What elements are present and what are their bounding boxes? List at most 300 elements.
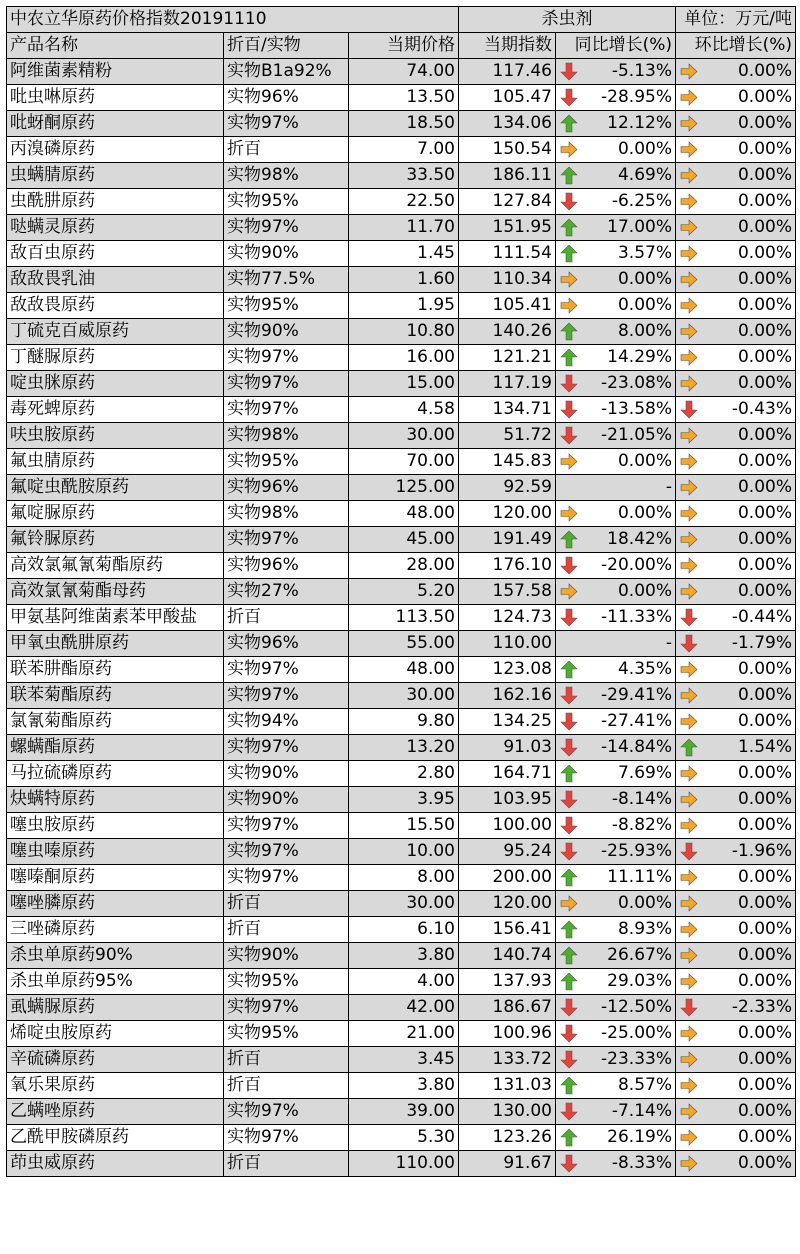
current-price: 42.00 (349, 995, 459, 1021)
mom-change (676, 527, 796, 553)
current-index: 120.00 (459, 891, 556, 917)
current-index: 111.54 (459, 241, 556, 267)
arrow-up-icon (560, 946, 578, 965)
arrow-up-icon (560, 660, 578, 679)
mom-change (676, 345, 796, 371)
basis: 折百 (224, 917, 349, 943)
table-row (7, 553, 796, 579)
mom-change (676, 917, 796, 943)
yoy-change (556, 787, 676, 813)
arrow-up-icon (560, 868, 578, 887)
current-price: 13.20 (349, 735, 459, 761)
basis: 实物90% (224, 319, 349, 345)
col-header-basis: 折百/实物 (224, 33, 349, 59)
yoy-change-value: 4.69% (617, 165, 672, 185)
mom-change-value: 0.00% (737, 451, 792, 471)
mom-change-value: 0.00% (737, 87, 792, 107)
table-row (7, 1151, 796, 1177)
product-name: 联苯菊酯原药 (7, 683, 224, 709)
arrow-right-icon (680, 1128, 698, 1147)
yoy-change-value: -14.84% (601, 737, 672, 757)
current-price: 3.80 (349, 1073, 459, 1099)
table-row (7, 345, 796, 371)
product-name: 丙溴磷原药 (7, 137, 224, 163)
table-row (7, 1125, 796, 1151)
mom-change (676, 839, 796, 865)
arrow-right-icon (680, 452, 698, 471)
current-price: 48.00 (349, 657, 459, 683)
current-price: 15.00 (349, 371, 459, 397)
current-price: 22.50 (349, 189, 459, 215)
col-header-mom: 环比增长(%) (676, 33, 796, 59)
yoy-change (556, 345, 676, 371)
yoy-change (556, 241, 676, 267)
arrow-up-icon (560, 920, 578, 939)
table-row (7, 163, 796, 189)
product-name: 杀虫单原药90% (7, 943, 224, 969)
table-row (7, 319, 796, 345)
yoy-change (556, 995, 676, 1021)
arrow-up-icon (680, 738, 698, 757)
mom-change-value: 0.00% (737, 1101, 792, 1121)
yoy-change-value: 26.67% (607, 945, 672, 965)
mom-change (676, 761, 796, 787)
current-price: 6.10 (349, 917, 459, 943)
current-index: 157.58 (459, 579, 556, 605)
arrow-right-icon (680, 296, 698, 315)
yoy-change (556, 501, 676, 527)
basis: 实物90% (224, 761, 349, 787)
mom-change (676, 657, 796, 683)
yoy-change-value: 0.00% (617, 451, 672, 471)
current-index: 124.73 (459, 605, 556, 631)
table-row (7, 59, 796, 85)
arrow-down-icon (560, 1154, 578, 1173)
current-index: 110.00 (459, 631, 556, 657)
basis: 折百 (224, 1151, 349, 1177)
arrow-down-icon (560, 192, 578, 211)
arrow-right-icon (680, 972, 698, 991)
yoy-change (556, 423, 676, 449)
product-name: 敌百虫原药 (7, 241, 224, 267)
current-price: 11.70 (349, 215, 459, 241)
current-price: 9.80 (349, 709, 459, 735)
current-index: 140.26 (459, 319, 556, 345)
mom-change-value: 0.00% (737, 555, 792, 575)
mom-change (676, 787, 796, 813)
product-name: 氟铃脲原药 (7, 527, 224, 553)
basis: 实物95% (224, 449, 349, 475)
product-name: 螺螨酯原药 (7, 735, 224, 761)
arrow-right-icon (680, 62, 698, 81)
current-price: 15.50 (349, 813, 459, 839)
current-index: 123.08 (459, 657, 556, 683)
mom-change (676, 475, 796, 501)
arrow-down-icon (560, 816, 578, 835)
arrow-right-icon (680, 764, 698, 783)
current-price: 110.00 (349, 1151, 459, 1177)
arrow-up-icon (560, 322, 578, 341)
yoy-change-value: 26.19% (607, 1127, 672, 1147)
current-index: 105.41 (459, 293, 556, 319)
product-name: 阿维菌素精粉 (7, 59, 224, 85)
mom-change (676, 449, 796, 475)
col-header-index: 当期指数 (459, 33, 556, 59)
arrow-right-icon (680, 244, 698, 263)
current-index: 117.46 (459, 59, 556, 85)
product-name: 烯啶虫胺原药 (7, 1021, 224, 1047)
product-name: 辛硫磷原药 (7, 1047, 224, 1073)
current-price: 1.95 (349, 293, 459, 319)
yoy-change (556, 761, 676, 787)
yoy-change-value: 0.00% (617, 139, 672, 159)
current-index: 156.41 (459, 917, 556, 943)
basis: 折百 (224, 1047, 349, 1073)
yoy-change-value: 0.00% (617, 581, 672, 601)
mom-change (676, 267, 796, 293)
mom-change (676, 969, 796, 995)
arrow-right-icon (560, 140, 578, 159)
yoy-change-value: 11.11% (607, 867, 672, 887)
table-row (7, 1021, 796, 1047)
mom-change (676, 215, 796, 241)
table-row (7, 1073, 796, 1099)
table-row (7, 137, 796, 163)
table-row (7, 397, 796, 423)
arrow-right-icon (680, 426, 698, 445)
mom-change (676, 1047, 796, 1073)
unit-label: 单位：万元/吨 (676, 7, 796, 33)
mom-change (676, 865, 796, 891)
current-index: 200.00 (459, 865, 556, 891)
arrow-right-icon (560, 270, 578, 289)
yoy-change-value: -7.14% (611, 1101, 672, 1121)
table-row (7, 371, 796, 397)
table-row (7, 709, 796, 735)
arrow-right-icon (680, 1102, 698, 1121)
mom-change-value: 0.00% (737, 919, 792, 939)
arrow-down-icon (560, 400, 578, 419)
basis: 实物98% (224, 163, 349, 189)
mom-change-value: 0.00% (737, 1127, 792, 1147)
current-index: 191.49 (459, 527, 556, 553)
mom-change-value: 0.00% (737, 1023, 792, 1043)
mom-change (676, 683, 796, 709)
arrow-up-icon (560, 244, 578, 263)
mom-change (676, 501, 796, 527)
mom-change (676, 813, 796, 839)
yoy-change-value: -28.95% (601, 87, 672, 107)
mom-change (676, 397, 796, 423)
table-row (7, 761, 796, 787)
yoy-change (556, 969, 676, 995)
arrow-down-icon (560, 712, 578, 731)
price-index-table (6, 6, 796, 1177)
current-index: 140.74 (459, 943, 556, 969)
title-row (7, 7, 796, 33)
basis: 实物97% (224, 813, 349, 839)
arrow-down-icon (680, 608, 698, 627)
yoy-change-value: 0.00% (617, 503, 672, 523)
arrow-down-icon (560, 426, 578, 445)
arrow-right-icon (680, 1024, 698, 1043)
yoy-change (556, 553, 676, 579)
yoy-change-value: 8.93% (617, 919, 672, 939)
current-price: 5.20 (349, 579, 459, 605)
product-name: 三唑磷原药 (7, 917, 224, 943)
basis: 实物97% (224, 397, 349, 423)
mom-change-value: -0.44% (731, 607, 792, 627)
table-row (7, 631, 796, 657)
mom-change-value: -1.96% (731, 841, 792, 861)
yoy-change-value: 29.03% (607, 971, 672, 991)
arrow-down-icon (680, 400, 698, 419)
yoy-change-value: -20.00% (601, 555, 672, 575)
current-index: 123.26 (459, 1125, 556, 1151)
basis: 实物94% (224, 709, 349, 735)
mom-change (676, 163, 796, 189)
current-index: 176.10 (459, 553, 556, 579)
mom-change-value: 0.00% (737, 815, 792, 835)
mom-change-value: 0.00% (737, 477, 792, 497)
arrow-down-icon (560, 738, 578, 757)
product-name: 甲氨基阿维菌素苯甲酸盐 (7, 605, 224, 631)
mom-change-value: 0.00% (737, 113, 792, 133)
mom-change (676, 371, 796, 397)
table-row (7, 683, 796, 709)
mom-change (676, 111, 796, 137)
table-row (7, 865, 796, 891)
yoy-change-value: -27.41% (601, 711, 672, 731)
current-index: 162.16 (459, 683, 556, 709)
yoy-change-value: 8.00% (617, 321, 672, 341)
yoy-change (556, 657, 676, 683)
mom-change-value: 0.00% (737, 893, 792, 913)
current-index: 137.93 (459, 969, 556, 995)
yoy-change-value: -6.25% (611, 191, 672, 211)
table-row (7, 293, 796, 319)
basis: 实物97% (224, 839, 349, 865)
basis: 实物97% (224, 527, 349, 553)
arrow-right-icon (680, 1154, 698, 1173)
basis: 实物27% (224, 579, 349, 605)
mom-change-value: 0.00% (737, 529, 792, 549)
product-name: 噻虫胺原药 (7, 813, 224, 839)
basis: 实物96% (224, 85, 349, 111)
table-row (7, 735, 796, 761)
arrow-down-icon (560, 556, 578, 575)
basis: 实物97% (224, 111, 349, 137)
arrow-up-icon (560, 166, 578, 185)
table-row (7, 449, 796, 475)
arrow-down-icon (560, 374, 578, 393)
product-name: 虫螨腈原药 (7, 163, 224, 189)
arrow-right-icon (560, 296, 578, 315)
arrow-up-icon (560, 530, 578, 549)
basis: 实物98% (224, 423, 349, 449)
table-row (7, 1047, 796, 1073)
basis: 实物95% (224, 293, 349, 319)
current-index: 130.00 (459, 1099, 556, 1125)
product-name: 噻唑膦原药 (7, 891, 224, 917)
arrow-right-icon (680, 166, 698, 185)
basis: 实物96% (224, 553, 349, 579)
current-index: 134.71 (459, 397, 556, 423)
current-index: 186.67 (459, 995, 556, 1021)
current-price: 4.00 (349, 969, 459, 995)
current-index: 51.72 (459, 423, 556, 449)
product-name: 杀虫单原药95% (7, 969, 224, 995)
arrow-down-icon (560, 998, 578, 1017)
yoy-change (556, 1021, 676, 1047)
yoy-change-value: 7.69% (617, 763, 672, 783)
mom-change-value: 0.00% (737, 659, 792, 679)
table-body (7, 7, 796, 1177)
yoy-change-value: -25.00% (601, 1023, 672, 1043)
mom-change-value: 0.00% (737, 217, 792, 237)
yoy-change (556, 59, 676, 85)
basis: 实物95% (224, 1021, 349, 1047)
category-label: 杀虫剂 (459, 7, 676, 33)
arrow-down-icon (560, 608, 578, 627)
current-price: 10.80 (349, 319, 459, 345)
basis: 实物97% (224, 371, 349, 397)
yoy-change (556, 813, 676, 839)
mom-change (676, 735, 796, 761)
yoy-change (556, 891, 676, 917)
current-price: 3.95 (349, 787, 459, 813)
yoy-change-value: -13.58% (601, 399, 672, 419)
product-name: 氟虫腈原药 (7, 449, 224, 475)
arrow-up-icon (560, 114, 578, 133)
yoy-change (556, 111, 676, 137)
product-name: 氟啶脲原药 (7, 501, 224, 527)
yoy-change-value: -8.82% (611, 815, 672, 835)
yoy-change-value: -25.93% (601, 841, 672, 861)
yoy-change-value: 3.57% (617, 243, 672, 263)
basis: 实物96% (224, 475, 349, 501)
current-price: 13.50 (349, 85, 459, 111)
yoy-change (556, 709, 676, 735)
current-index: 150.54 (459, 137, 556, 163)
yoy-change (556, 527, 676, 553)
current-index: 133.72 (459, 1047, 556, 1073)
current-price: 28.00 (349, 553, 459, 579)
yoy-change-value: 0.00% (617, 893, 672, 913)
mom-change (676, 579, 796, 605)
mom-change-value: -2.33% (731, 997, 792, 1017)
mom-change-value: 0.00% (737, 347, 792, 367)
arrow-right-icon (680, 816, 698, 835)
mom-change (676, 293, 796, 319)
table-row (7, 85, 796, 111)
mom-change-value: 0.00% (737, 321, 792, 341)
product-name: 哒螨灵原药 (7, 215, 224, 241)
current-index: 121.21 (459, 345, 556, 371)
col-header-price: 当期价格 (349, 33, 459, 59)
yoy-change-value: -11.33% (601, 607, 672, 627)
mom-change (676, 995, 796, 1021)
yoy-change (556, 475, 676, 501)
yoy-change (556, 1073, 676, 1099)
arrow-right-icon (560, 582, 578, 601)
product-name: 吡蚜酮原药 (7, 111, 224, 137)
arrow-down-icon (560, 1102, 578, 1121)
arrow-right-icon (680, 504, 698, 523)
current-price: 113.50 (349, 605, 459, 631)
arrow-right-icon (680, 218, 698, 237)
yoy-change (556, 371, 676, 397)
product-name: 吡虫啉原药 (7, 85, 224, 111)
mom-change-value: 0.00% (737, 1049, 792, 1069)
basis: 实物B1a92% (224, 59, 349, 85)
current-index: 186.11 (459, 163, 556, 189)
basis: 实物77.5% (224, 267, 349, 293)
arrow-up-icon (560, 1128, 578, 1147)
mom-change-value: 0.00% (737, 763, 792, 783)
mom-change-value: 0.00% (737, 373, 792, 393)
product-name: 茚虫威原药 (7, 1151, 224, 1177)
mom-change (676, 85, 796, 111)
yoy-change (556, 215, 676, 241)
current-index: 164.71 (459, 761, 556, 787)
table-row (7, 943, 796, 969)
mom-change-value: -1.79% (731, 633, 792, 653)
product-name: 乙酰甲胺磷原药 (7, 1125, 224, 1151)
mom-change-value: 0.00% (737, 711, 792, 731)
basis: 实物98% (224, 501, 349, 527)
current-index: 127.84 (459, 189, 556, 215)
table-row (7, 657, 796, 683)
current-index: 120.00 (459, 501, 556, 527)
current-price: 2.80 (349, 761, 459, 787)
arrow-right-icon (680, 530, 698, 549)
table-row (7, 605, 796, 631)
mom-change (676, 709, 796, 735)
basis: 实物97% (224, 657, 349, 683)
mom-change-value: 0.00% (737, 867, 792, 887)
basis: 折百 (224, 1073, 349, 1099)
arrow-right-icon (560, 452, 578, 471)
basis: 实物95% (224, 189, 349, 215)
current-index: 117.19 (459, 371, 556, 397)
arrow-down-icon (560, 88, 578, 107)
current-index: 91.03 (459, 735, 556, 761)
yoy-change-value: 0.00% (617, 269, 672, 289)
mom-change-value: 0.00% (737, 971, 792, 991)
yoy-change (556, 917, 676, 943)
basis: 实物97% (224, 735, 349, 761)
table-row (7, 215, 796, 241)
arrow-right-icon (560, 504, 578, 523)
mom-change-value: 0.00% (737, 581, 792, 601)
yoy-change (556, 137, 676, 163)
arrow-right-icon (680, 790, 698, 809)
table-row (7, 813, 796, 839)
yoy-change-value: -5.13% (611, 61, 672, 81)
yoy-change (556, 683, 676, 709)
table-row (7, 969, 796, 995)
product-name: 啶虫脒原药 (7, 371, 224, 397)
product-name: 噻嗪酮原药 (7, 865, 224, 891)
mom-change (676, 553, 796, 579)
current-price: 45.00 (349, 527, 459, 553)
table-row (7, 111, 796, 137)
col-header-yoy: 同比增长(%) (556, 33, 676, 59)
product-name: 乙螨唑原药 (7, 1099, 224, 1125)
arrow-up-icon (560, 218, 578, 237)
basis: 实物97% (224, 345, 349, 371)
